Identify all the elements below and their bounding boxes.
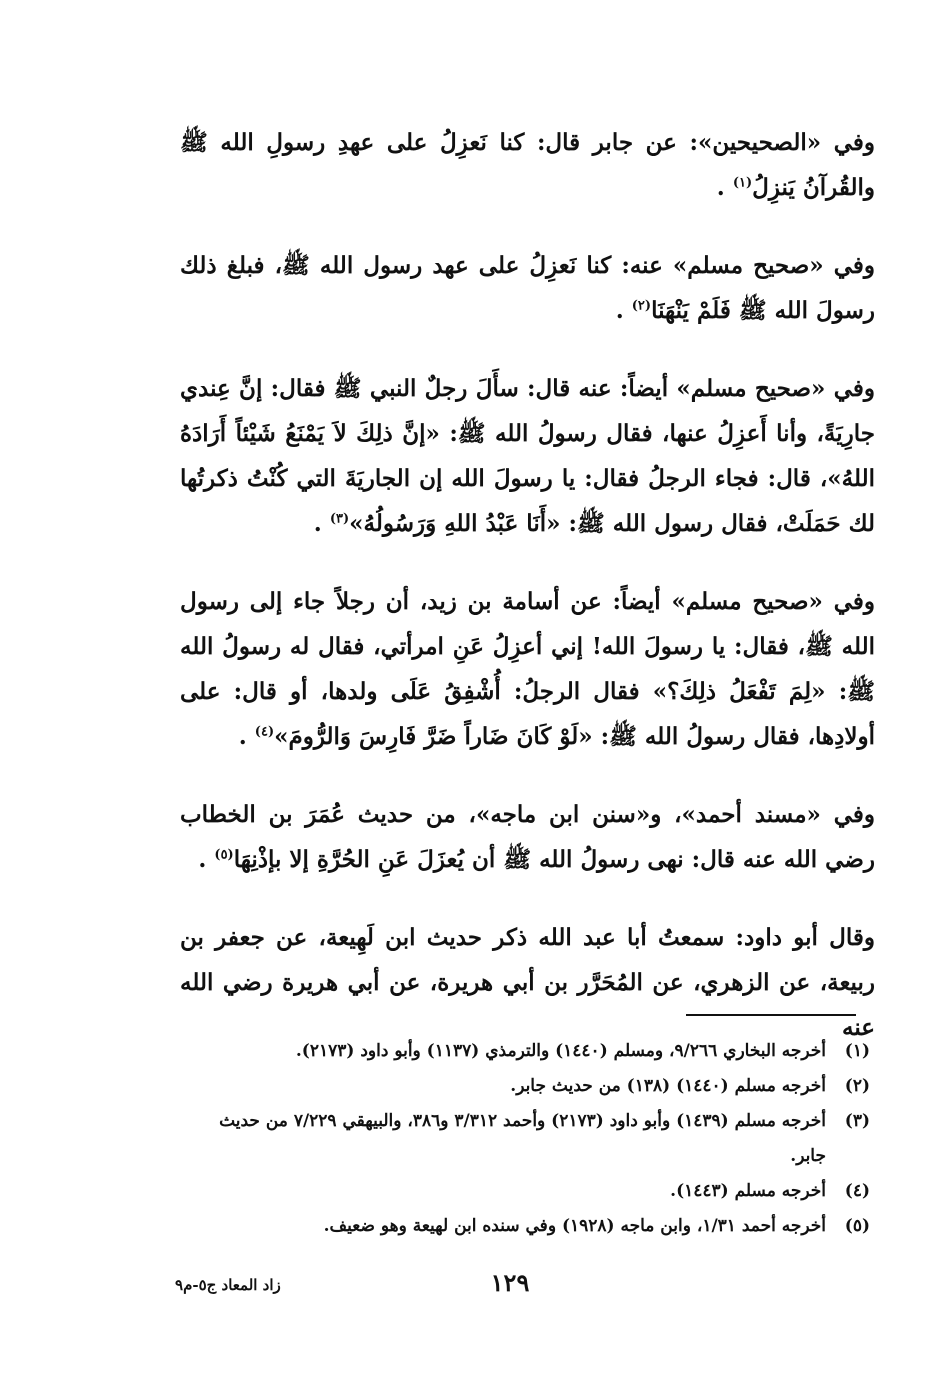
- paragraph: وقال أبو داود: سمعتُ أبا عبد الله ذكر حديث ابن لَهِيعة، عن جعفر بن ربيعة، عن الزهري، عن المُحَرَّر بن أبي هريرة، عن أبي هريرة رضي الله عنه: [180, 924, 875, 1041]
- footnote-text: أخرجه مسلم (١٤٤٠) (١٣٨) من حديث جابر.: [510, 1076, 826, 1096]
- footnote: [180, 1034, 870, 1069]
- paragraph: وفي «مسند أحمد»، و«سنن ابن ماجه»، من حديث عُمَرَ بن الخطاب رضي الله عنه قال: نهى رسولُ الله ﷺ أن يُعزَلَ عَنِ الحُرَّةِ إلا بإذْنِهَا$^{(٥)}$ .: [180, 801, 875, 873]
- footnote: [180, 1174, 870, 1209]
- page-body: [180, 120, 875, 1083]
- footnote-number: (٣): [844, 1111, 870, 1131]
- book-signature: زاد المعاد ج٥-م٩: [175, 1276, 281, 1294]
- footnote-text: أخرجه أحمد ١/٣١، وابن ماجه (١٩٢٨) وفي سنده ابن لهيعة وهو ضعيف.: [323, 1216, 826, 1236]
- footnote-divider: [686, 1014, 856, 1016]
- footnote-text: أخرجه البخاري ٩/٢٦٦، ومسلم (١٤٤٠) والترمذي (١١٣٧) وأبو داود (٢١٧٣).: [295, 1041, 826, 1061]
- footnote-number: (٤): [844, 1181, 870, 1201]
- paragraph: وفي «صحيح مسلم» أيضاً: عن أسامة بن زيد، أن رجلاً جاء إلى رسول الله ﷺ، فقال: يا رسولَ الله! إني أعزِلُ عَنِ امرأتي، فقال له رسولُ الله ﷺ: «لِمَ تَفْعَلُ ذلِكَ؟» فقال الرجلُ: أُشْفِقُ عَلَى ولدها، أو قال: على أولادِها، فقال رسولُ الله ﷺ: «لَوْ كَانَ ضَاراً ضَرَّ فَارِسَ وَالرُّومَ»$^{(٤)}$ .: [180, 588, 875, 750]
- footnote: [180, 1209, 870, 1244]
- paragraph: وفي «صحيح مسلم» عنه: كنا نَعزِلُ على عهد رسول الله ﷺ، فبلغ ذلك رسولَ الله ﷺ فَلَمْ يَنْهَنَا$^{(٢)}$ .: [180, 252, 875, 324]
- page-number: ١٢٩: [490, 1268, 530, 1297]
- footnote: [180, 1069, 870, 1104]
- footnote-text: أخرجه مسلم (١٤٤٣).: [670, 1181, 826, 1201]
- footnote-ref[interactable]: (١): [732, 175, 753, 191]
- footnote-number: (٢): [844, 1076, 870, 1096]
- footnote-ref[interactable]: (٢): [631, 298, 652, 314]
- footnotes: [180, 1034, 870, 1244]
- paragraph: وفي «الصحيحين»: عن جابر قال: كنا نَعزِلُ على عهدِ رسولِ الله ﷺ والقُرآنُ يَنزِلُ$^{(١)}$ .: [180, 129, 875, 201]
- footnote-ref[interactable]: (٥): [214, 847, 234, 863]
- footnote: [180, 1104, 870, 1174]
- footnote-number: (١): [844, 1041, 870, 1061]
- footnote-text: أخرجه مسلم (١٤٣٩) وأبو داود (٢١٧٣) وأحمد ٣/٣١٢ و٣٨٦، والبيهقي ٧/٢٢٩ من حديث جابر.: [219, 1111, 826, 1166]
- paragraph: وفي «صحيح مسلم» أيضاً: عنه قال: سأَلَ رجلٌ النبي ﷺ فقال: إنَّ عِندي جارِيَةً، وأنا أَعزِلُ عنها، فقال رسولُ الله ﷺ: «إنَّ ذلِكَ لاَ يَمْنَعُ شَيْئاً أَرَادَهُ اللهُ»، قال: فجاء الرجلُ فقال: يا رسولَ الله إن الجاريَةَ التي كُنْتُ ذكرتُها لك حَمَلَتْ، فقال رسول الله ﷺ: «أَنَا عَبْدُ اللهِ وَرَسُولُهُ»$^{(٣)}$ .: [180, 375, 875, 537]
- footnote-ref[interactable]: (٣): [329, 511, 350, 527]
- footnote-number: (٥): [844, 1216, 870, 1236]
- footnote-ref[interactable]: (٤): [254, 724, 275, 740]
